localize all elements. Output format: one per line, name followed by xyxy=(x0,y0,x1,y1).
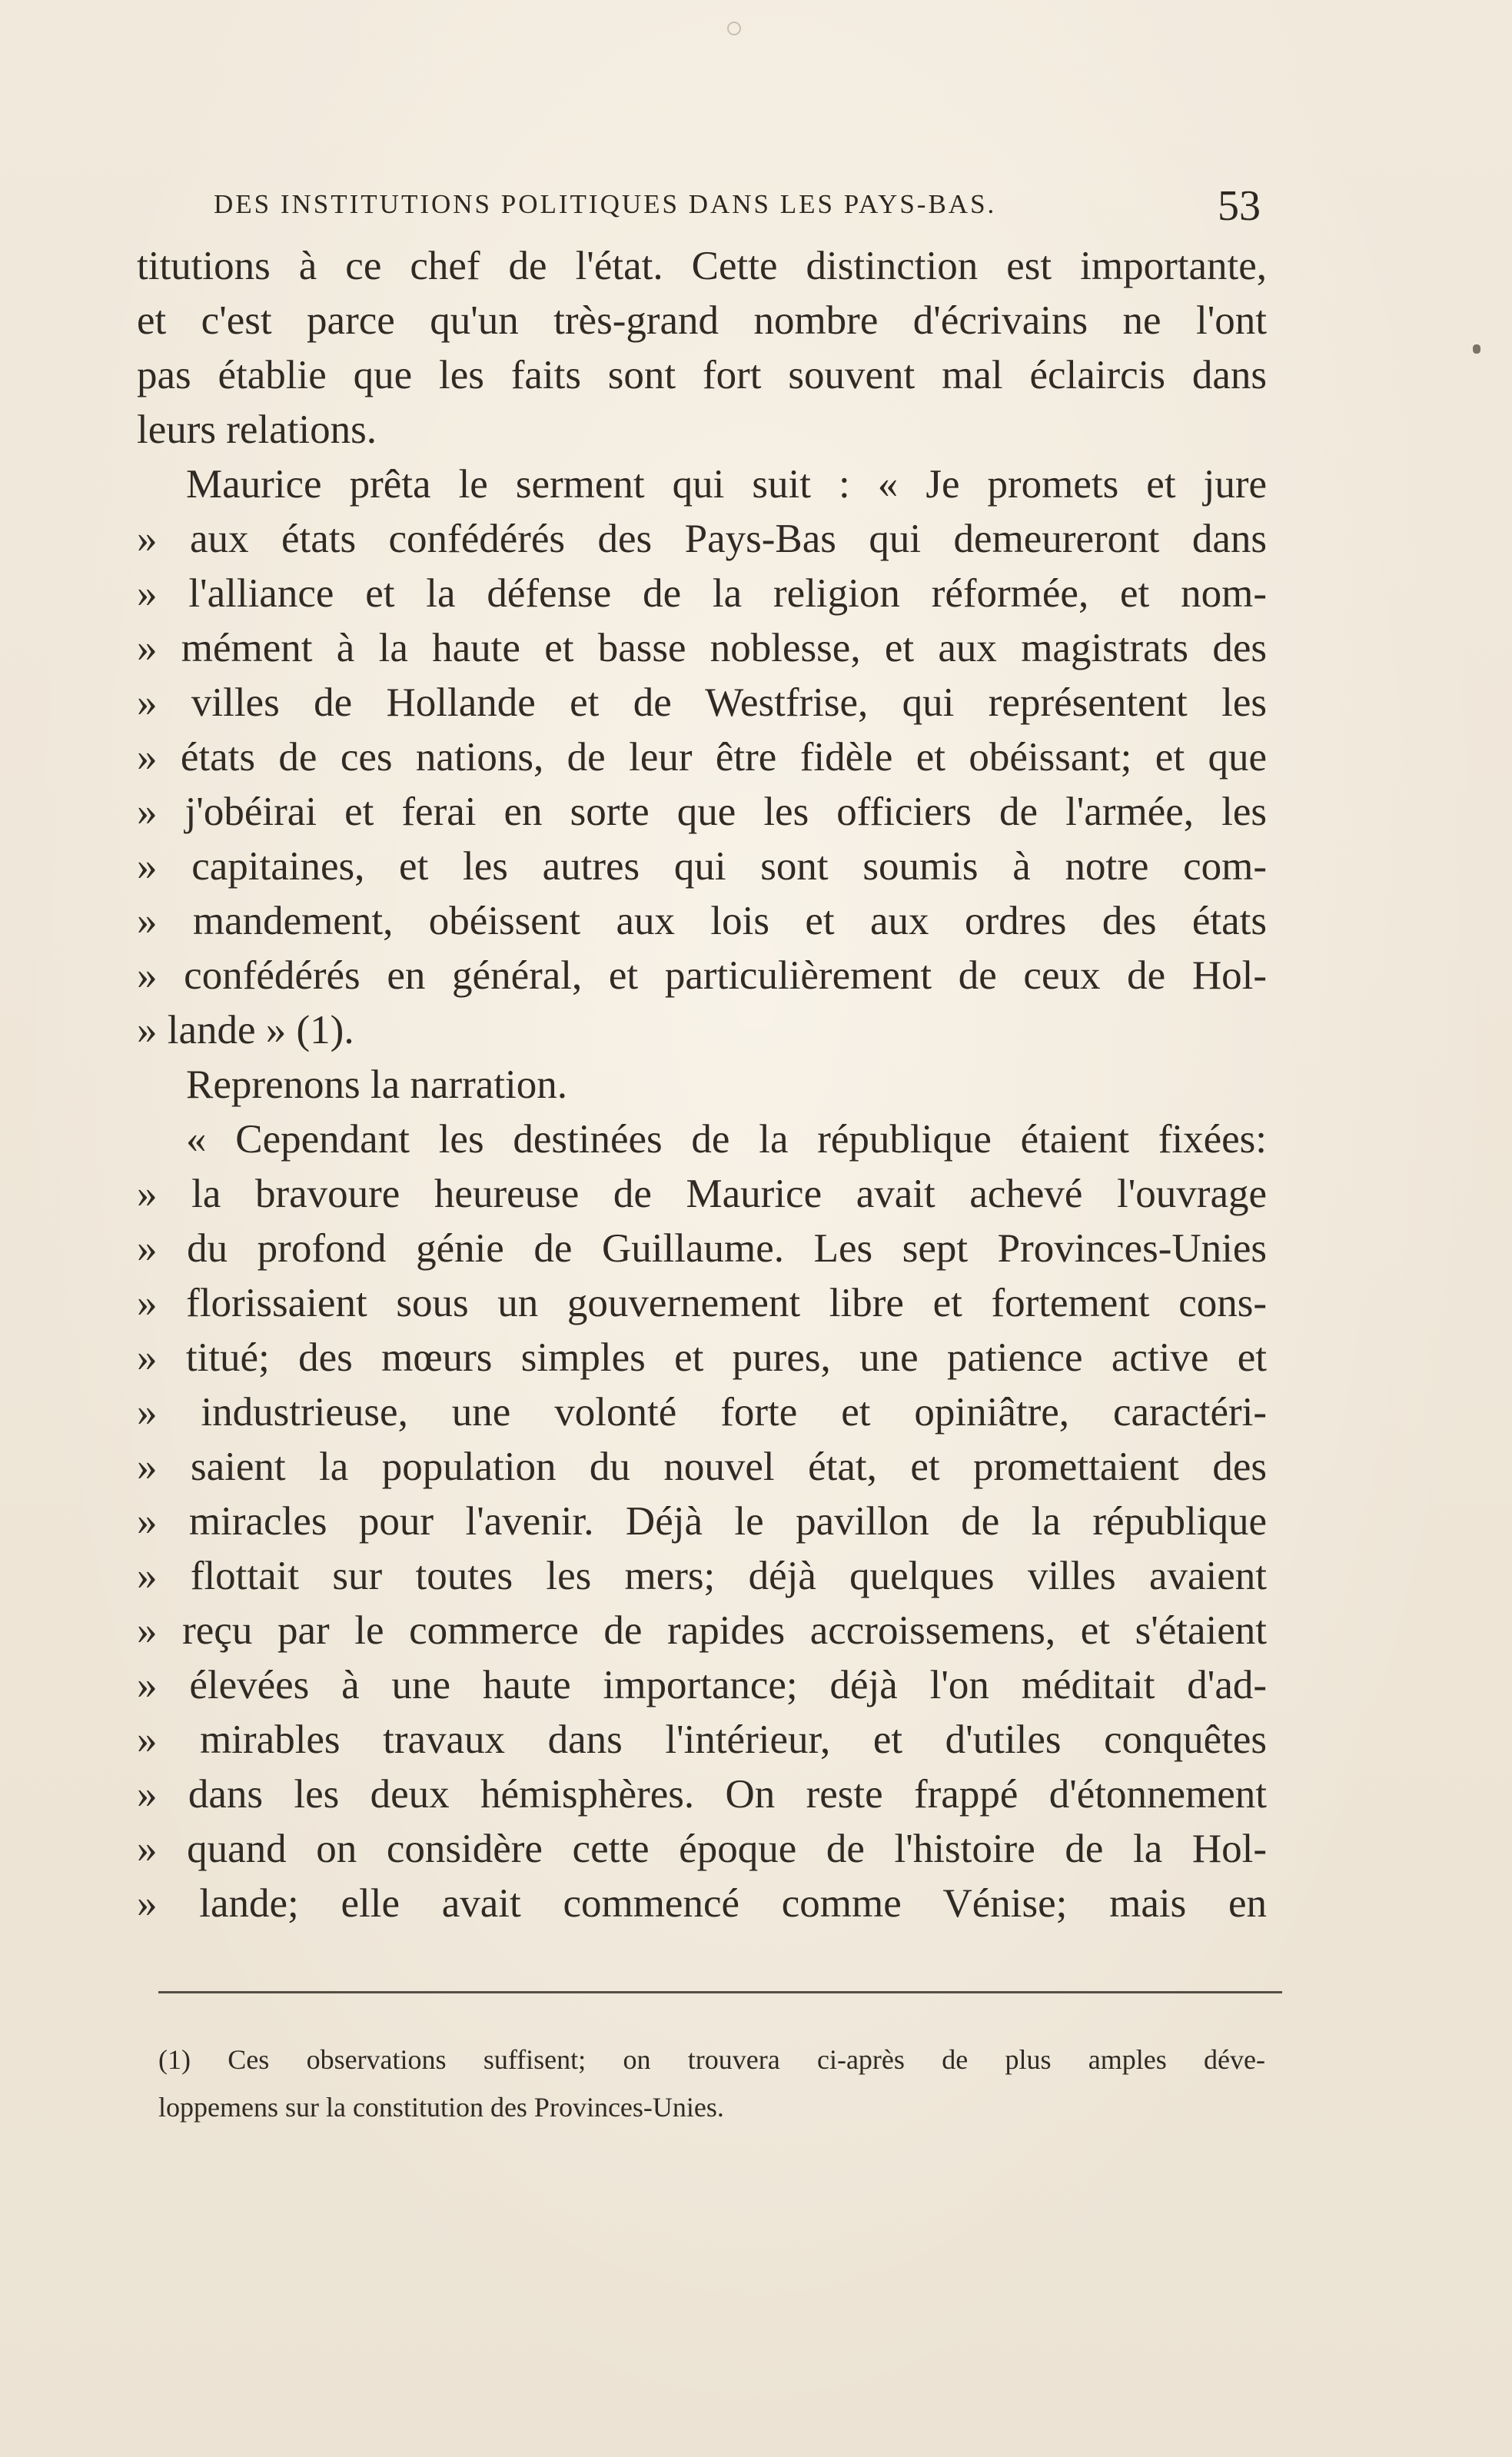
text-line: » confédérés en général, et particulièrement de ceux de Hol- xyxy=(137,953,1267,998)
text-line: » capitaines, et les autres qui sont soumis à notre com- xyxy=(137,844,1267,889)
text-line: » du profond génie de Guillaume. Les sept Provinces-Unies xyxy=(137,1226,1267,1271)
running-head xyxy=(208,181,1261,237)
text-line: » mandement, obéissent aux lois et aux ordres des états xyxy=(137,899,1267,943)
footnote-line: (1) Ces observations suffisent; on trouvera ci-après de plus amples déve- xyxy=(158,2044,1265,2075)
text-line: pas établie que les faits sont fort souvent mal éclaircis dans xyxy=(137,353,1267,397)
page-mark-circle xyxy=(727,22,741,35)
text-line: » reçu par le commerce de rapides accroissemens, et s'étaient xyxy=(137,1608,1267,1653)
text-line: » élevées à une haute importance; déjà l'on méditait d'ad- xyxy=(137,1663,1267,1707)
running-head-title: DES INSTITUTIONS POLITIQUES DANS LES PAYS-BAS. xyxy=(214,189,997,219)
text-line: » villes de Hollande et de Westfrise, qui représentent les xyxy=(137,680,1267,725)
text-line: » titué; des mœurs simples et pures, une patience active et xyxy=(137,1335,1267,1380)
text-line: » quand on considère cette époque de l'histoire de la Hol- xyxy=(137,1827,1267,1871)
text-line: » lande; elle avait commencé comme Vénise; mais en xyxy=(137,1881,1267,1926)
footnote-line: loppemens sur la constitution des Provinces-Unies. xyxy=(158,2092,724,2123)
text-line: » l'alliance et la défense de la religion réformée, et nom- xyxy=(137,571,1267,616)
text-line: Maurice prêta le serment qui suit : « Je promets et jure xyxy=(186,462,1267,507)
text-line: » mément à la haute et basse noblesse, et aux magistrats des xyxy=(137,626,1267,670)
text-line: » j'obéirai et ferai en sorte que les officiers de l'armée, les xyxy=(137,790,1267,834)
text-line: Reprenons la narration. xyxy=(186,1062,567,1107)
page-number: 53 xyxy=(1218,182,1261,230)
text-line: » lande » (1). xyxy=(137,1008,354,1052)
text-line: » industrieuse, une volonté forte et opiniâtre, caractéri- xyxy=(137,1390,1267,1435)
text-line: » états de ces nations, de leur être fidèle et obéissant; et que xyxy=(137,735,1267,780)
text-line: et c'est parce qu'un très-grand nombre d'écrivains ne l'ont xyxy=(137,298,1267,343)
footnote xyxy=(158,2036,1265,2131)
text-line: » la bravoure heureuse de Maurice avait achevé l'ouvrage xyxy=(137,1172,1267,1216)
text-line: » flottait sur toutes les mers; déjà quelques villes avaient xyxy=(137,1554,1267,1598)
text-line: » dans les deux hémisphères. On reste frappé d'étonnement xyxy=(137,1772,1267,1817)
footnote-divider xyxy=(158,1991,1282,1993)
text-line: « Cependant les destinées de la république étaient fixées: xyxy=(186,1117,1267,1162)
body-text xyxy=(137,239,1267,1931)
text-line: » florissaient sous un gouvernement libre et fortement cons- xyxy=(137,1281,1267,1325)
text-line: » aux états confédérés des Pays-Bas qui demeureront dans xyxy=(137,517,1267,561)
text-line: titutions à ce chef de l'état. Cette distinction est importante, xyxy=(137,244,1267,288)
text-line: leurs relations. xyxy=(137,407,377,452)
text-line: » mirables travaux dans l'intérieur, et d'utiles conquêtes xyxy=(137,1717,1267,1762)
text-line: » miracles pour l'avenir. Déjà le pavillon de la république xyxy=(137,1499,1267,1544)
ink-speck xyxy=(1473,344,1480,354)
text-line: » saient la population du nouvel état, et promettaient des xyxy=(137,1445,1267,1489)
